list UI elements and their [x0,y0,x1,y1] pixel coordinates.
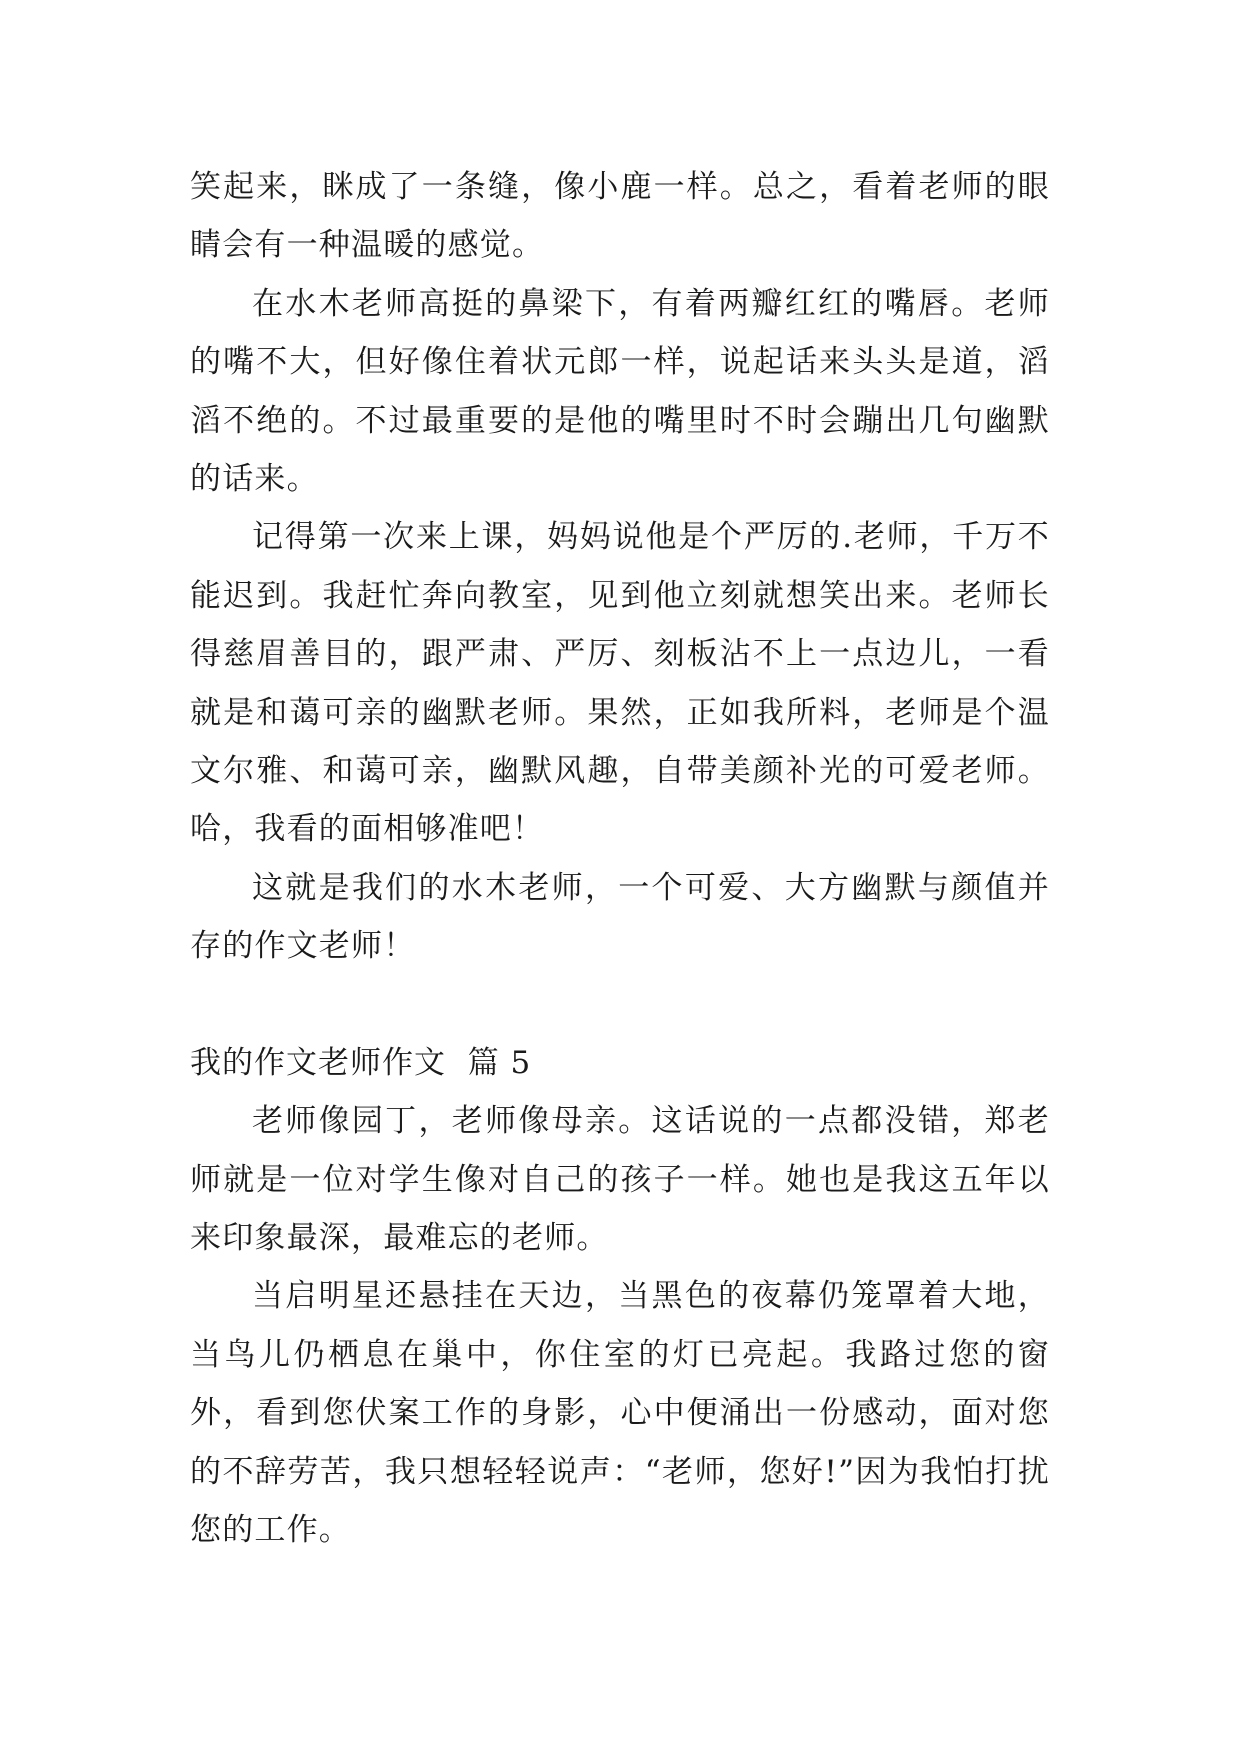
paragraph-conclusion: 这就是我们的水木老师，一个可爱、大方幽默与颜值并存的作文老师！ [190,869,1050,965]
paragraph-first-class: 记得第一次来上课，妈妈说他是个严厉的.老师，千万不能迟到。我赶忙奔向教室，见到他立刻就想笑出来。老师长得慈眉善目的，跟严肃、严厉、刻板沾不上一点边儿，一看就是和蔼可亲的幽默老师。果然，正如我所料，老师是个温文尔雅、和蔼可亲，幽默风趣，自带美颜补光的可爱老师。哈，我看的面相够准吧！ [190,519,1050,848]
paragraph-gardener: 老师像园丁，老师像母亲。这话说的一点都没错，郑老师就是一位对学生像对自己的孩子一样。她也是我这五年以来印象最深，最难忘的老师。 [190,1103,1050,1256]
paragraph-mouth: 在水木老师高挺的鼻梁下，有着两瓣红红的嘴唇。老师的嘴不大，但好像住着状元郎一样，说起话来头头是道，滔滔不绝的。不过最重要的是他的嘴里时不时会蹦出几句幽默的话来。 [190,285,1050,498]
paragraph-morning-star: 当启明星还悬挂在天边，当黑色的夜幕仍笼罩着大地，当鸟儿仍栖息在巢中，你住室的灯已亮起。我路过您的窗外，看到您伏案工作的身影，心中便涌出一份感动，面对您的不辞劳苦，我只想轻轻说声：“老师，您好!”因为我怕打扰您的工作。 [190,1278,1050,1548]
document-body [190,158,1050,1559]
paragraph-continuation: 笑起来，眯成了一条缝，像小鹿一样。总之，看着老师的眼睛会有一种温暖的感觉。 [190,169,1050,264]
section-heading: 我的作文老师作文 篇 5 [190,1044,532,1081]
